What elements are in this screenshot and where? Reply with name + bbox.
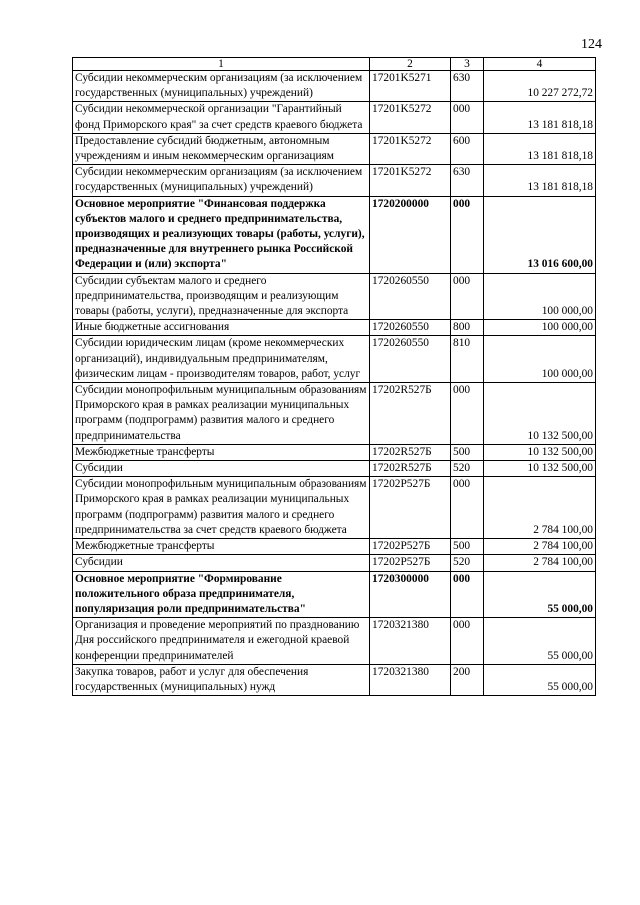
row-sum-cell: 2 784 100,00 [484, 555, 596, 571]
row-expense-type-cell: 200 [451, 664, 484, 695]
table-row [73, 273, 596, 320]
table-header-row [73, 58, 596, 71]
row-expense-type-cell: 000 [451, 477, 484, 539]
table-row [73, 383, 596, 445]
row-name-cell: Межбюджетные трансферты [73, 444, 370, 460]
header-col-2: 2 [370, 58, 451, 71]
row-expense-type-cell: 500 [451, 444, 484, 460]
row-expense-type-cell: 810 [451, 336, 484, 383]
row-expense-type-cell: 000 [451, 618, 484, 665]
row-sum-cell: 13 016 600,00 [484, 196, 596, 273]
row-name-cell: Субсидии некоммерческой организации "Гарантийный фонд Приморского края" за счет средств краевого бюджета [73, 102, 370, 133]
table-row [73, 664, 596, 695]
page-number: 124 [581, 37, 602, 52]
row-expense-type-cell: 500 [451, 539, 484, 555]
row-sum-cell: 13 181 818,18 [484, 102, 596, 133]
row-code-cell: 17201K5271 [370, 71, 451, 102]
row-code-cell: 1720260550 [370, 336, 451, 383]
row-expense-type-cell: 000 [451, 196, 484, 273]
table-row [73, 461, 596, 477]
row-name-cell: Иные бюджетные ассигнования [73, 320, 370, 336]
table-row [73, 555, 596, 571]
row-name-cell: Межбюджетные трансферты [73, 539, 370, 555]
row-sum-cell: 55 000,00 [484, 664, 596, 695]
row-code-cell: 17202R527Б [370, 383, 451, 445]
row-name-cell: Предоставление субсидий бюджетным, автономным учреждениям и иным некоммерческим организациям [73, 133, 370, 164]
row-code-cell: 17202P527Б [370, 555, 451, 571]
row-sum-cell: 2 784 100,00 [484, 477, 596, 539]
row-code-cell: 17201K5272 [370, 165, 451, 196]
row-name-cell: Субсидии монопрофильным муниципальным образованиям Приморского края в рамках реализации муниципальных программ (подпрограмм) развития малого и среднего предпринимательства за счет средств краевого бюджета [73, 477, 370, 539]
row-code-cell: 1720300000 [370, 571, 451, 618]
row-code-cell: 1720260550 [370, 320, 451, 336]
row-sum-cell: 100 000,00 [484, 320, 596, 336]
row-code-cell: 17202R527Б [370, 444, 451, 460]
row-name-cell: Субсидии некоммерческим организациям (за исключением государственных (муниципальных) учреждений) [73, 71, 370, 102]
row-code-cell: 1720321380 [370, 664, 451, 695]
row-sum-cell: 100 000,00 [484, 336, 596, 383]
table-row [73, 71, 596, 102]
table-row [73, 320, 596, 336]
row-name-cell: Закупка товаров, работ и услуг для обеспечения государственных (муниципальных) нужд [73, 664, 370, 695]
table-row [73, 477, 596, 539]
row-sum-cell: 55 000,00 [484, 618, 596, 665]
row-sum-cell: 55 000,00 [484, 571, 596, 618]
row-sum-cell: 10 132 500,00 [484, 444, 596, 460]
row-code-cell: 17202R527Б [370, 461, 451, 477]
row-expense-type-cell: 000 [451, 383, 484, 445]
row-code-cell: 17201K5272 [370, 102, 451, 133]
row-name-cell: Основное мероприятие "Формирование положительного образа предпринимателя, популяризация роли предпринимательства" [73, 571, 370, 618]
row-code-cell: 17201K5272 [370, 133, 451, 164]
row-name-cell: Субсидии юридическим лицам (кроме некоммерческих организаций), индивидуальным предпринимателям, физическим лицам - производителям товаров, работ, услуг [73, 336, 370, 383]
row-expense-type-cell: 520 [451, 461, 484, 477]
row-sum-cell: 10 227 272,72 [484, 71, 596, 102]
row-sum-cell: 10 132 500,00 [484, 461, 596, 477]
row-name-cell: Субсидии субъектам малого и среднего предпринимательства, производящим и реализующим товары (работы, услуги), предназначенные для экспорта [73, 273, 370, 320]
row-name-cell: Организация и проведение мероприятий по празднованию Дня российского предпринимателя и ежегодной краевой конференции предпринимателей [73, 618, 370, 665]
header-col-4: 4 [484, 58, 596, 71]
row-expense-type-cell: 000 [451, 102, 484, 133]
table-row [73, 571, 596, 618]
row-code-cell: 1720321380 [370, 618, 451, 665]
row-sum-cell: 100 000,00 [484, 273, 596, 320]
header-col-3: 3 [451, 58, 484, 71]
row-sum-cell: 13 181 818,18 [484, 165, 596, 196]
table-row [73, 165, 596, 196]
row-sum-cell: 10 132 500,00 [484, 383, 596, 445]
row-sum-cell: 2 784 100,00 [484, 539, 596, 555]
row-expense-type-cell: 000 [451, 273, 484, 320]
row-code-cell: 17202P527Б [370, 477, 451, 539]
row-name-cell: Субсидии некоммерческим организациям (за исключением государственных (муниципальных) учреждений) [73, 165, 370, 196]
row-expense-type-cell: 000 [451, 571, 484, 618]
budget-table [72, 57, 596, 696]
row-name-cell: Субсидии [73, 461, 370, 477]
table-row [73, 102, 596, 133]
table-row [73, 618, 596, 665]
row-sum-cell: 13 181 818,18 [484, 133, 596, 164]
table-row [73, 444, 596, 460]
row-expense-type-cell: 630 [451, 165, 484, 196]
table-row [73, 196, 596, 273]
row-name-cell: Субсидии монопрофильным муниципальным образованиям Приморского края в рамках реализации муниципальных программ (подпрограмм) развития малого и среднего предпринимательства [73, 383, 370, 445]
row-name-cell: Основное мероприятие "Финансовая поддержка субъектов малого и среднего предпринимательства, производящих и реализующих товары (работы, услуги), предназначенные для внутреннего рынка Российской Федерации и (или) экспорта" [73, 196, 370, 273]
header-col-1: 1 [73, 58, 370, 71]
row-expense-type-cell: 630 [451, 71, 484, 102]
row-code-cell: 17202P527Б [370, 539, 451, 555]
table-row [73, 133, 596, 164]
row-expense-type-cell: 800 [451, 320, 484, 336]
row-code-cell: 1720260550 [370, 273, 451, 320]
row-expense-type-cell: 600 [451, 133, 484, 164]
table-row [73, 336, 596, 383]
row-code-cell: 1720200000 [370, 196, 451, 273]
table-row [73, 539, 596, 555]
row-name-cell: Субсидии [73, 555, 370, 571]
row-expense-type-cell: 520 [451, 555, 484, 571]
